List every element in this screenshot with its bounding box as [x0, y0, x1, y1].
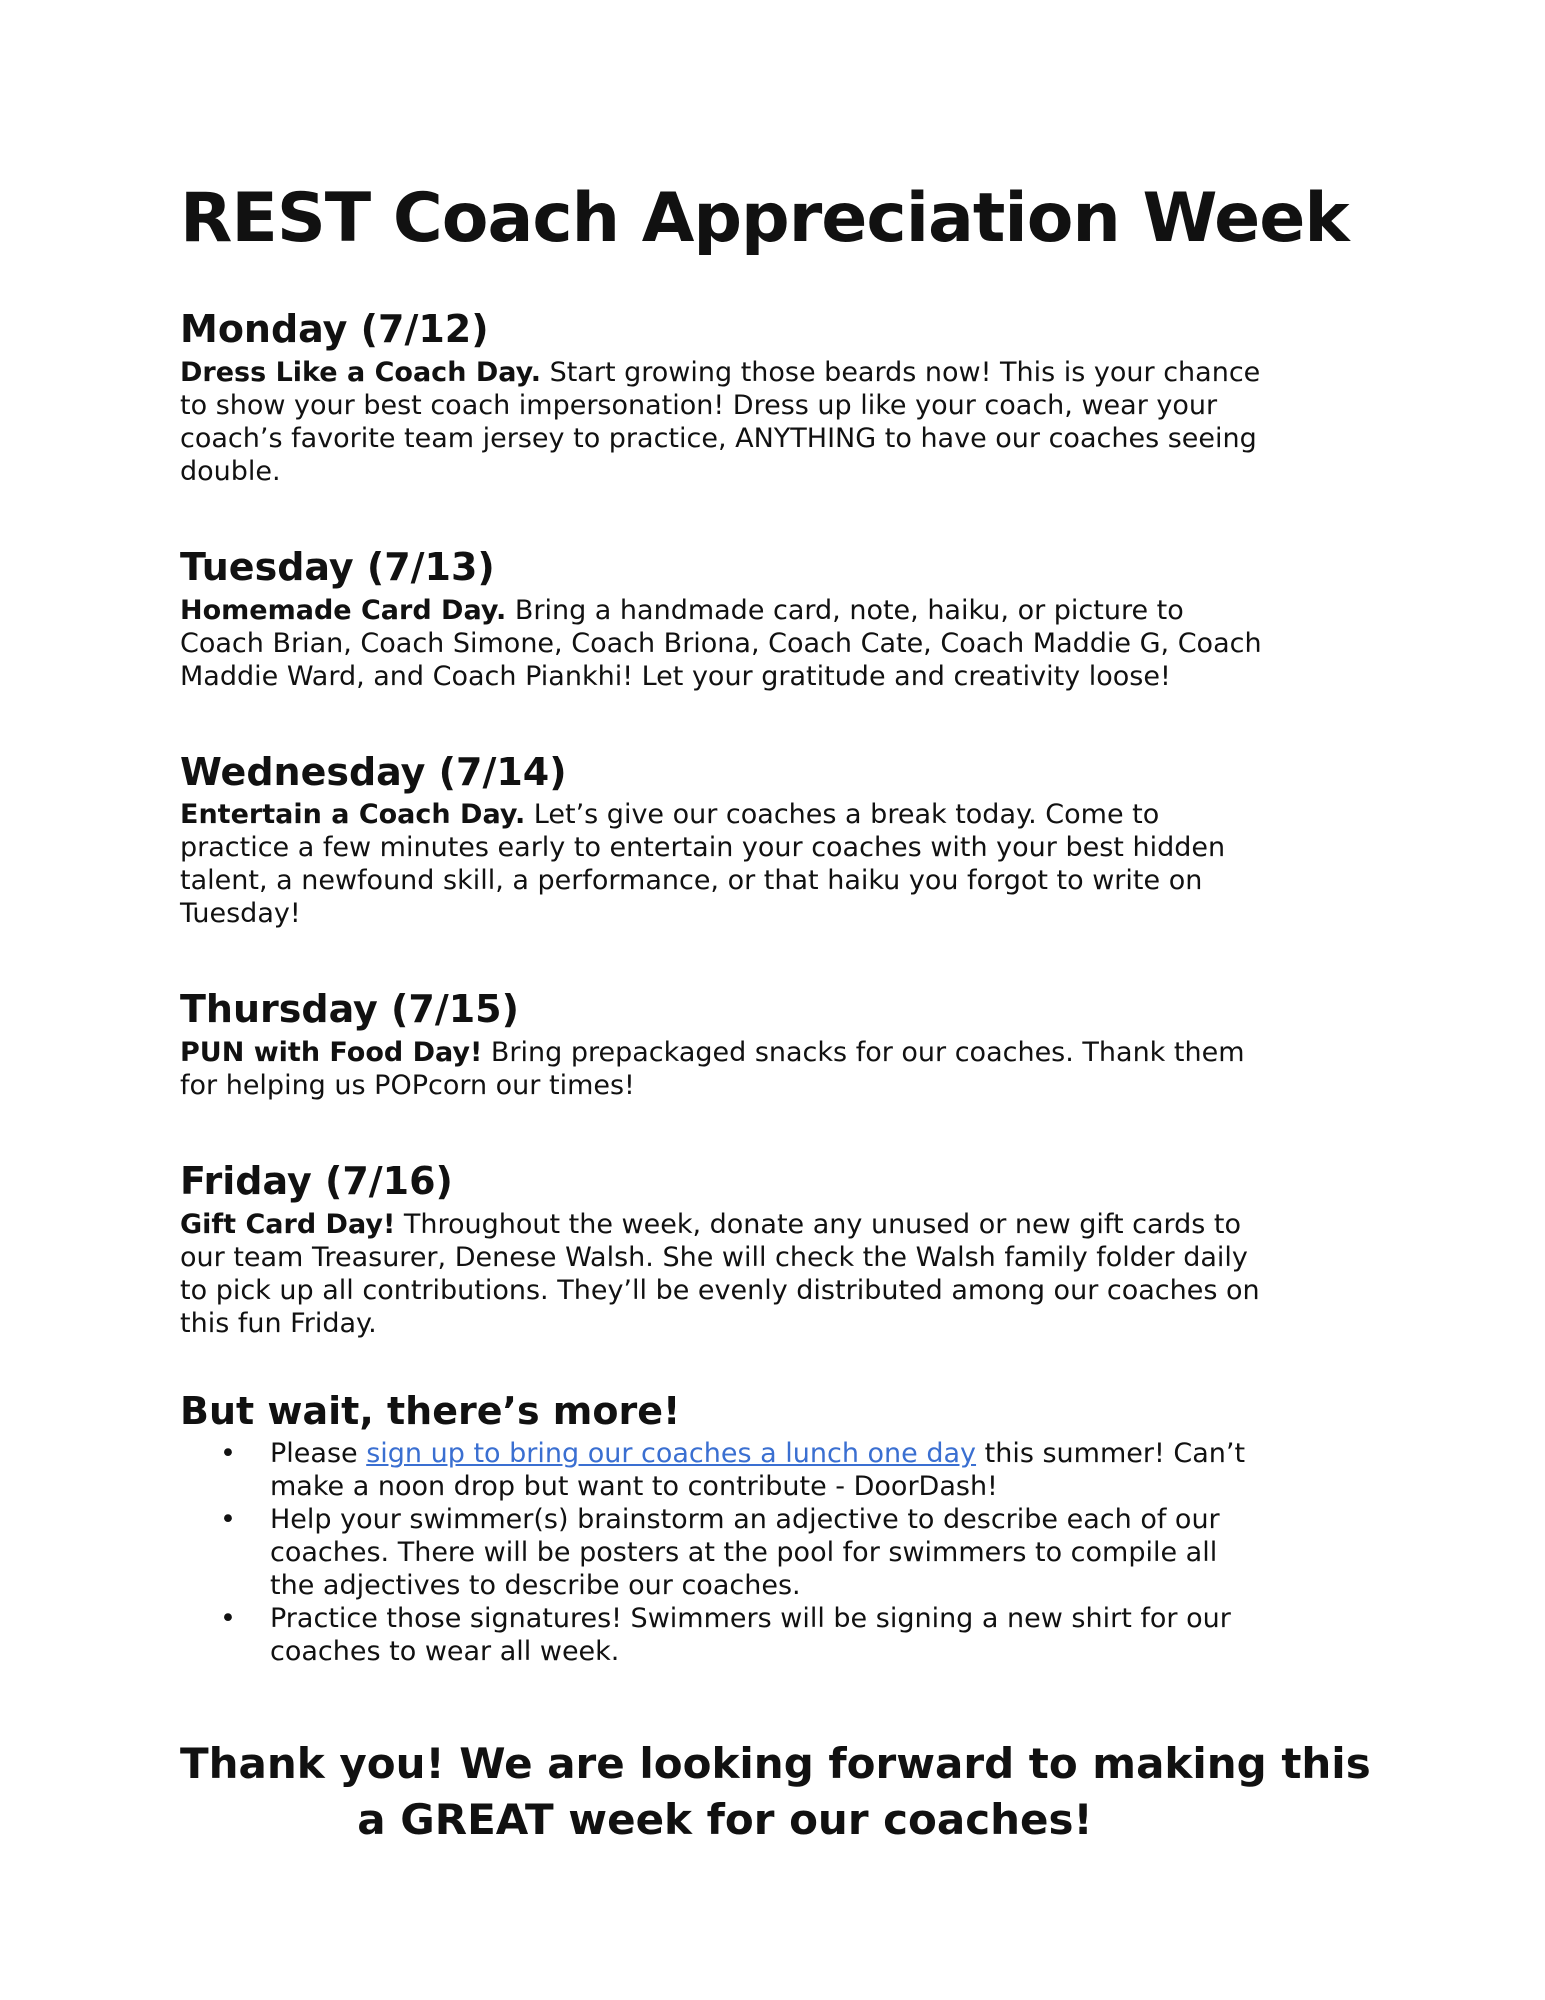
bullet-icon: • — [220, 1603, 236, 1635]
closing-message — [180, 1736, 1371, 1848]
list-item — [180, 1503, 1270, 1602]
document-page — [180, 179, 1371, 1848]
day-heading: Thursday (7/15) — [180, 987, 519, 1032]
list-item — [180, 1437, 1270, 1503]
bullet-icon: • — [220, 1438, 236, 1470]
day-details: Throughout the week, donate any unused or new gift cards to our team Treasurer, Denese Walsh. She will check the Walsh family folder daily to pick up all contributions. They’ll be evenly distributed among our coaches on this fun Friday. — [180, 1208, 1260, 1339]
closing-line-2: a GREAT week for our coaches! — [357, 1795, 1093, 1845]
day-section-monday — [180, 308, 1270, 488]
day-heading: Wednesday (7/14) — [180, 749, 567, 794]
day-section-tuesday — [180, 546, 1270, 693]
more-list — [180, 1437, 1270, 1668]
day-theme: Entertain a Coach Day. — [180, 799, 526, 831]
list-item-text: Help your swimmer(s) brainstorm an adjective to describe each of our coaches. There will be posters at the pool for swimmers to compile all the adjectives to describe our coaches. — [270, 1504, 1220, 1602]
list-item — [180, 1602, 1270, 1668]
day-description — [180, 1036, 1270, 1102]
day-details: Let’s give our coaches a break today. Come to practice a few minutes early to entertain your coaches with your best hidden talent, a newfound skill, a performance, or that haiku you forgot to write on Tuesday! — [180, 799, 1226, 930]
more-heading: But wait, there’s more! — [180, 1388, 681, 1433]
day-theme: Homemade Card Day. — [180, 594, 507, 626]
day-details: Bring a handmade card, note, haiku, or picture to Coach Brian, Coach Simone, Coach Briona, Coach Cate, Coach Maddie G, Coach Maddie Ward, and Coach Piankhi! Let your gratitude and creativity loose! — [180, 594, 1262, 692]
lunch-signup-link[interactable]: sign up to bring our coaches a lunch one day — [366, 1438, 977, 1470]
more-section — [180, 1390, 1270, 1669]
day-section-wednesday — [180, 751, 1270, 931]
day-details: Bring prepackaged snacks for our coaches. Thank them for helping us POPcorn our times! — [180, 1036, 1245, 1101]
day-description — [180, 1208, 1270, 1340]
bullet-icon: • — [220, 1504, 236, 1536]
closing-line-1: Thank you! We are looking forward to making this — [180, 1739, 1371, 1789]
day-heading: Tuesday (7/13) — [180, 544, 495, 589]
day-heading: Monday (7/12) — [180, 307, 489, 352]
list-item-text: Practice those signatures! Swimmers will be signing a new shirt for our coaches to wear all week. — [270, 1603, 1231, 1668]
day-theme: PUN with Food Day! — [180, 1036, 483, 1068]
day-theme: Dress Like a Coach Day. — [180, 356, 541, 388]
day-heading: Friday (7/16) — [180, 1158, 453, 1203]
day-description — [180, 594, 1270, 693]
page-title: REST Coach Appreciation Week — [180, 179, 1349, 258]
day-description — [180, 798, 1270, 930]
list-item-text-after: this summer! Can’t make a noon drop but want to contribute - DoorDash! — [270, 1438, 1246, 1503]
day-section-thursday — [180, 988, 1270, 1102]
day-section-friday — [180, 1160, 1270, 1340]
day-description — [180, 356, 1270, 488]
list-item-text-before: Please — [270, 1438, 367, 1470]
day-theme: Gift Card Day! — [180, 1208, 396, 1240]
day-details: Start growing those beards now! This is your chance to show your best coach impersonation! Dress up like your coach, wear your coach’s favorite team jersey to practice, ANYTHING to have our coaches seeing double. — [180, 356, 1261, 487]
